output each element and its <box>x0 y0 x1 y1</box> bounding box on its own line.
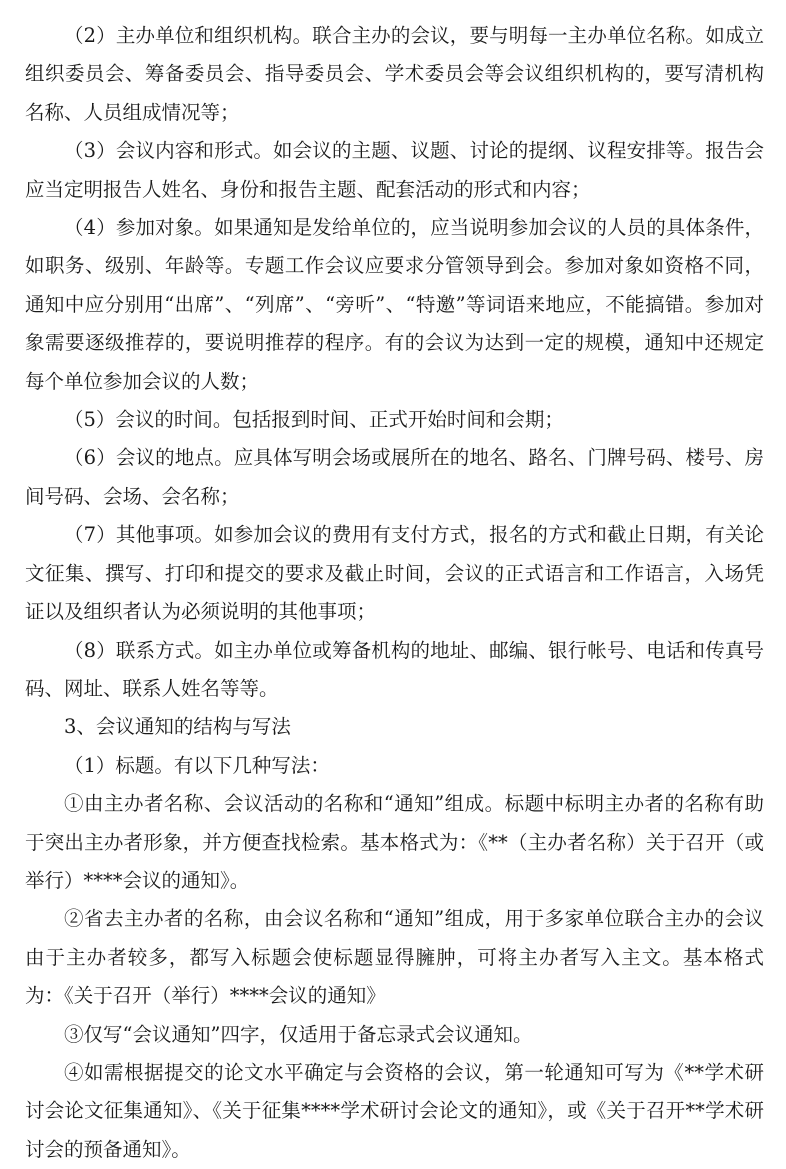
paragraph-title-methods: （1）标题。有以下几种写法： <box>64 753 330 777</box>
paragraph-time: （5）会议的时间。包括报到时间、正式开始时间和会期； <box>64 408 564 432</box>
paragraph-title-method-1: ①由主办者名称、会议活动的名称和“通知”组成。标题中标明主办者的名称有助于突出主办者形象，并方便查找检索。基本格式为：《**（主办者名称）关于召开（或举行）****会议的通知》。 <box>25 792 764 892</box>
paragraph-location: （6）会议的地点。应具体写明会场或展所在的地名、路名、门牌号码、楼号、房间号码、会场、会名称； <box>25 446 764 508</box>
paragraph-organizers: （2）主办单位和组织机构。联合主办的会议，要与明每一主办单位名称。如成立组织委员会、筹备委员会、指导委员会、学术委员会等会议组织机构的，要写清机构名称、人员组成情况等； <box>25 24 764 124</box>
section-heading-structure: 3、会议通知的结构与写法 <box>64 715 291 739</box>
paragraph-contact: （8）联系方式。如主办单位或筹备机构的地址、邮编、银行帐号、电话和传真号码、网址、联系人姓名等等。 <box>25 638 764 700</box>
paragraph-content-form: （3）会议内容和形式。如会议的主题、议题、讨论的提纲、议程安排等。报告会应当定明报告人姓名、身份和报告主题、配套活动的形式和内容； <box>25 139 764 201</box>
paragraph-participants: （4）参加对象。如果通知是发给单位的，应当说明参加会议的人员的具体条件，如职务、级别、年龄等。专题工作会议应要求分管领导到会。参加对象如资格不同，通知中应分别用“出席”、“列席”、“旁听”、“特邀”等词语来地应，不能搞错。参加对象需要逐级推荐的，要说明推荐的程序。有的会议为达到一定的规模，通知中还规定每个单位参加会议的人数； <box>25 216 764 393</box>
paragraph-title-method-2: ②省去主办者的名称，由会议名称和“通知”组成，用于多家单位联合主办的会议由于主办者较多，都写入标题会使标题显得臃肿，可将主办者写入主文。基本格式为：《关于召开（举行）****会议的通知》 <box>25 907 764 1008</box>
paragraph-title-method-3: ③仅写“会议通知”四字，仅适用于备忘录式会议通知。 <box>64 1022 533 1046</box>
paragraph-title-method-4: ④如需根据提交的论文水平确定与会资格的会议，第一轮通知可写为《**学术研讨会论文征集通知》、《关于征集****学术研讨会论文的通知》，或《关于召开**学术研讨会的预备通知》。 <box>25 1060 764 1161</box>
paragraph-other-matters: （7）其他事项。如参加会议的费用有支付方式，报名的方式和截止日期，有关论文征集、撰写、打印和提交的要求及截止时间，会议的正式语言和工作语言，入场凭证以及组织者认为必须说明的其他事项； <box>25 523 764 624</box>
